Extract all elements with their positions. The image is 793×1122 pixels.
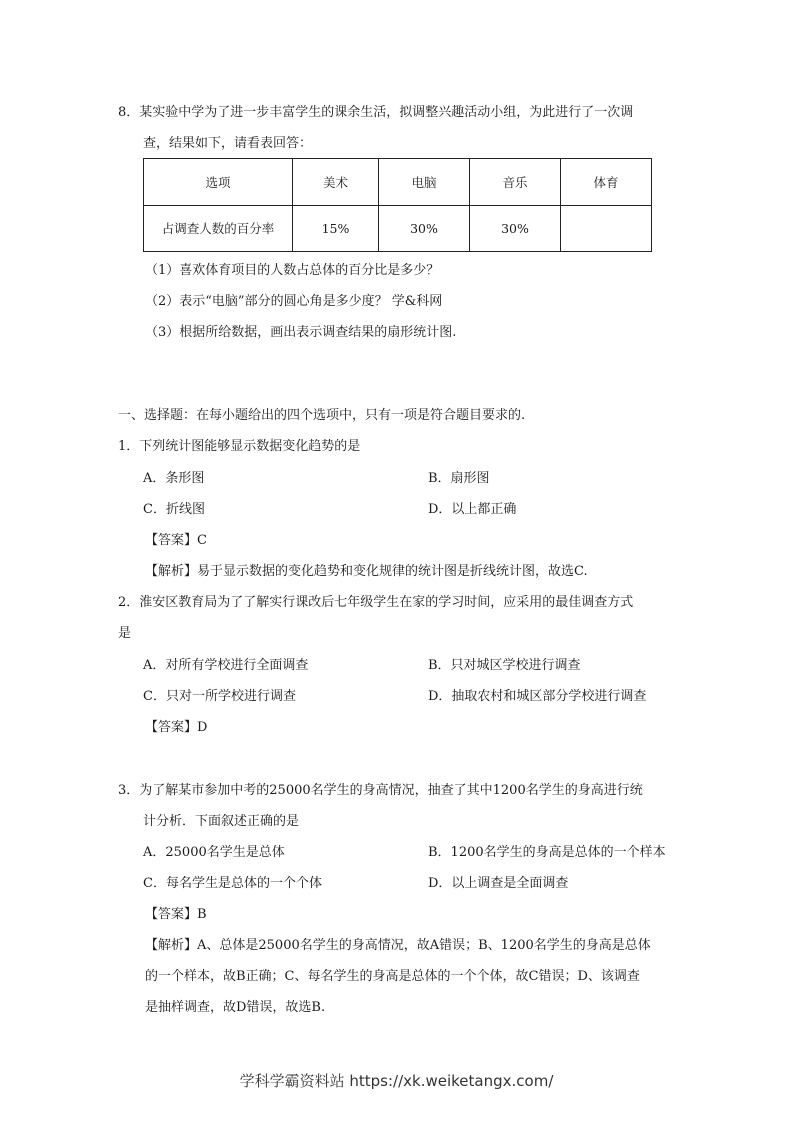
table-header-cell: 选项 [144, 159, 293, 206]
table-cell [561, 205, 652, 252]
q1-option-b: B．扇形图 [428, 471, 490, 486]
q8-stem-line2: 查，结果如下，请看表回答： [143, 136, 313, 151]
q3-analysis-line1: 【解析】A、总体是25000名学生的身高情况，故A错误；B、1200名学生的身高是总体 [145, 938, 651, 953]
table-header-cell: 音乐 [470, 159, 561, 206]
q1-answer: 【答案】C [145, 533, 207, 548]
q3-option-b: B．1200名学生的身高是总体的一个样本 [428, 845, 666, 860]
q1-analysis: 【解析】易于显示数据的变化趋势和变化规律的统计图是折线统计图，故选C. [145, 564, 588, 579]
table-cell: 30% [470, 205, 561, 252]
table-header-cell: 美术 [293, 159, 379, 206]
q2-stem-line2: 是 [118, 626, 132, 641]
q1-option-a: A．条形图 [143, 471, 205, 486]
q2-stem-line1: 2．淮安区教育局为了了解实行课改后七年级学生在家的学习时间，应采用的最佳调查方式 [118, 595, 634, 610]
table-header-row [144, 159, 652, 206]
table-cell: 15% [293, 205, 379, 252]
q3-option-d: D．以上调查是全面调查 [428, 876, 569, 891]
q1-option-c: C．折线图 [143, 502, 205, 517]
q2-option-d: D．抽取农村和城区部分学校进行调查 [428, 689, 647, 704]
table-header-cell: 电脑 [379, 159, 470, 206]
section-heading: 一、选择题：在每小题给出的四个选项中，只有一项是符合题目要求的. [118, 408, 526, 423]
q3-analysis-line2: 的一个样本，故B正确；C、每名学生的身高是总体的一个个体，故C错误；D、该调查 [145, 969, 640, 984]
q3-analysis-line3: 是抽样调查，故D错误，故选B. [145, 1000, 326, 1015]
table-row [144, 205, 652, 252]
q3-option-c: C．每名学生是总体的一个个体 [143, 876, 322, 891]
q2-option-a: A．对所有学校进行全面调查 [143, 658, 309, 673]
q8-subquestion-2: （2）表示“电脑”部分的圆心角是多少度？ 学&科网 [145, 294, 443, 309]
footer-watermark: 学科学霸资料站 https://xk.weiketangx.com/ [239, 1072, 554, 1090]
table-cell: 占调查人数的百分率 [144, 205, 293, 252]
q3-answer: 【答案】B [145, 907, 207, 922]
q8-stem-line1: 8．某实验中学为了进一步丰富学生的课余生活，拟调整兴趣活动小组，为此进行了一次调 [118, 105, 634, 120]
q3-stem-line2: 计分析．下面叙述正确的是 [143, 814, 300, 829]
q3-option-a: A．25000名学生是总体 [143, 845, 285, 860]
q2-option-c: C．只对一所学校进行调查 [143, 689, 296, 704]
q8-subquestion-3: （3）根据所给数据，画出表示调查结果的扇形统计图. [145, 325, 457, 340]
survey-table [143, 158, 652, 252]
q1-stem: 1．下列统计图能够显示数据变化趋势的是 [118, 439, 361, 454]
q3-stem-line1: 3．为了解某市参加中考的25000名学生的身高情况，抽查了其中1200名学生的身高进行统 [118, 783, 643, 798]
q1-option-d: D．以上都正确 [428, 502, 517, 517]
table-header-cell: 体育 [561, 159, 652, 206]
q2-option-b: B．只对城区学校进行调查 [428, 658, 581, 673]
table-cell: 30% [379, 205, 470, 252]
q2-answer: 【答案】D [145, 720, 208, 735]
q8-subquestion-1: （1）喜欢体育项目的人数占总体的百分比是多少？ [145, 263, 440, 278]
